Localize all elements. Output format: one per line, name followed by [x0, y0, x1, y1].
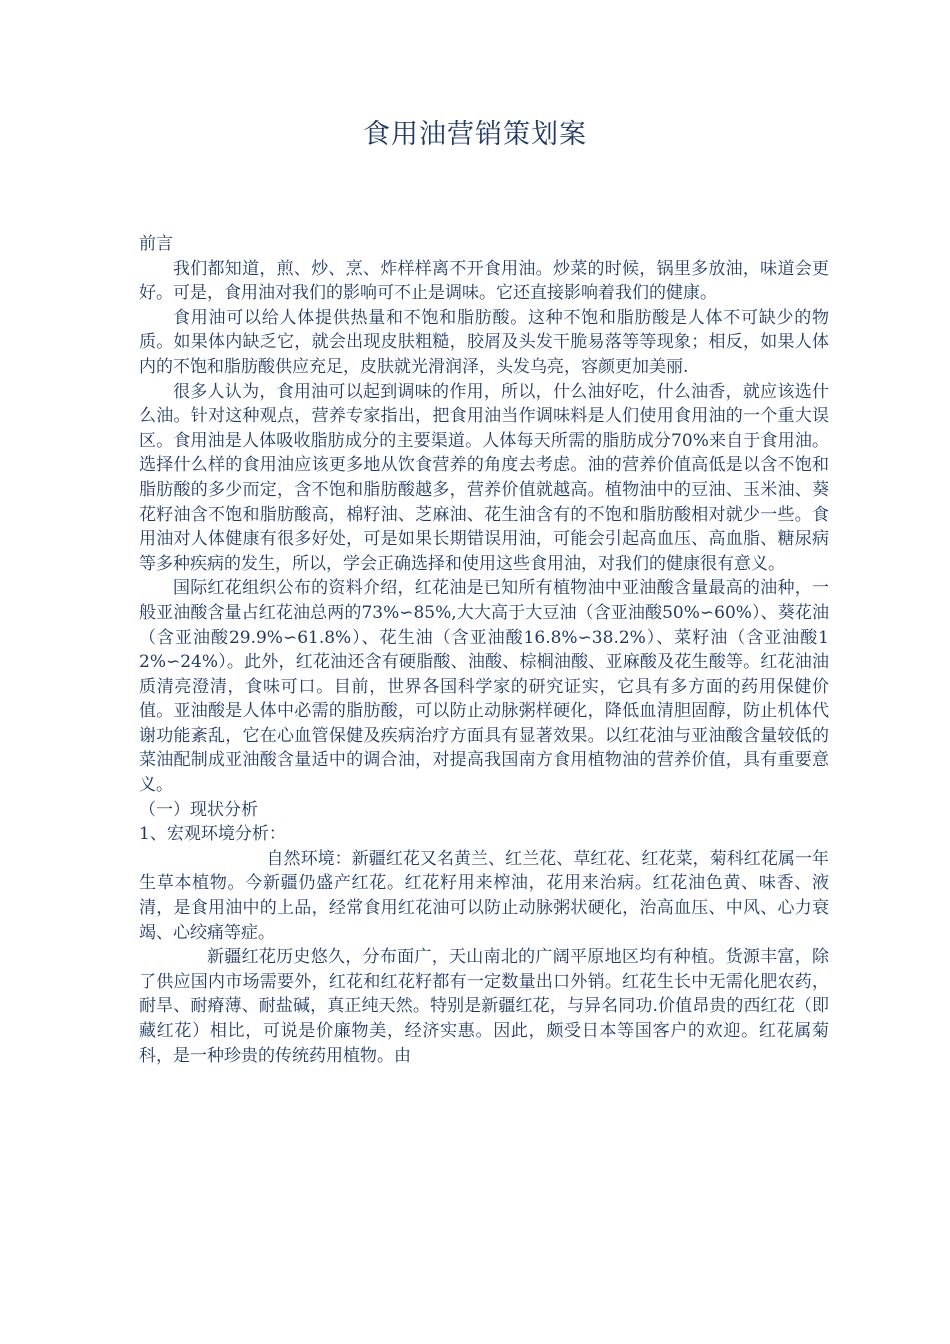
paragraph: 很多人认为，食用油可以起到调味的作用，所以，什么油好吃，什么油香，就应该选什么油。针对这种观点，营养专家指出，把食用油当作调味料是人们使用食用油的一个重大误区。食用油是人体吸收脂肪成分的主要渠道。人体每天所需的脂肪成分70%来自于食用油。选择什么样的食用油应该更多地从饮食营养的角度去考虑。油的营养价值高低是以含不饱和脂肪酸的多少而定，含不饱和脂肪酸越多，营养价值就越高。植物油中的豆油、玉米油、葵花籽油含不饱和脂肪酸高，棉籽油、芝麻油、花生油含有的不饱和脂肪酸相对就少一些。食用油对人体健康有很多好处，可是如果长期错误用油，可能会引起高血压、高血脂、糖尿病等多种疾病的发生，所以，学会正确选择和使用这些食用油，对我们的健康很有意义。	[139, 381, 829, 574]
paragraph: 国际红花组织公布的资料介绍，红花油是已知所有植物油中亚油酸含量最高的油种，一般亚油酸含量占红花油总两的73%∽85%,大大高于大豆油（含亚油酸50%∽60%）、葵花油（含亚油酸29.9%∽61.8%）、花生油（含亚油酸16.8%∽38.2%）、菜籽油（含亚油酸12%∽24%）。此外，红花油还含有硬脂酸、油酸、棕榈油酸、亚麻酸及花生酸等。红花油油质清亮澄清，食味可口。目前，世界各国科学家的研究证实，它具有多方面的药用保健价值。亚油酸是人体中必需的脂肪酸，可以防止动脉粥样硬化，降低血清胆固醇，防止机体代谢功能紊乱，它在心血管保健及疾病治疗方面具有显著效果。以红花油与亚油酸含量较低的菜油配制成亚油酸含量适中的调合油，对提高我国南方食用植物油的营养价值，具有重要意义。	[139, 578, 829, 796]
preface-heading: 前言	[139, 234, 173, 254]
section-heading: （一）现状分析	[139, 799, 258, 820]
paragraph: 食用油可以给人体提供热量和不饱和脂肪酸。这种不饱和脂肪酸是人体不可缺少的物质。如果体内缺乏它，就会出现皮肤粗糙，胶屑及头发干脆易落等等现象；相反，如果人体内的不饱和脂肪酸供应充足，皮肤就光滑润泽，头发乌亮，容颜更加美丽.	[139, 307, 829, 377]
subsection-heading: 1、宏观环境分析：	[139, 824, 286, 845]
nature-paragraph: 自然环境：新疆红花又名黄兰、红兰花、草红花、红花菜，菊科红花属一年生草本植物。今新疆仍盛产红花。红花籽用来榨油，花用来治病。红花油色黄、味香、液清，是食用油中的上品，经常食用红花油可以防止动脉粥状硬化，治高血压、中风、心力衰竭、心绞痛等症。	[139, 848, 829, 943]
document-title: 食用油营销策划案	[363, 119, 587, 150]
document-body	[139, 232, 829, 1068]
paragraph: 我们都知道，煎、炒、烹、炸样样离不开食用油。炒菜的时候，锅里多放油，味道会更好。可是，食用油对我们的影响可不止是调味。它还直接影响着我们的健康。	[139, 258, 829, 304]
history-paragraph: 新疆红花历史悠久，分布面广，天山南北的广阔平原地区均有种植。货源丰富，除了供应国内市场需要外，红花和红花籽都有一定数量出口外销。红花生长中无需化肥农药，耐旱、耐瘠薄、耐盐碱，真正纯天然。特别是新疆红花，与异名同功.价值昂贵的西红花（即藏红花）相比，可说是价廉物美，经济实惠。因此，颇受日本等国客户的欢迎。红花属菊科，是一种珍贵的传统药用植物。由	[139, 947, 829, 1066]
